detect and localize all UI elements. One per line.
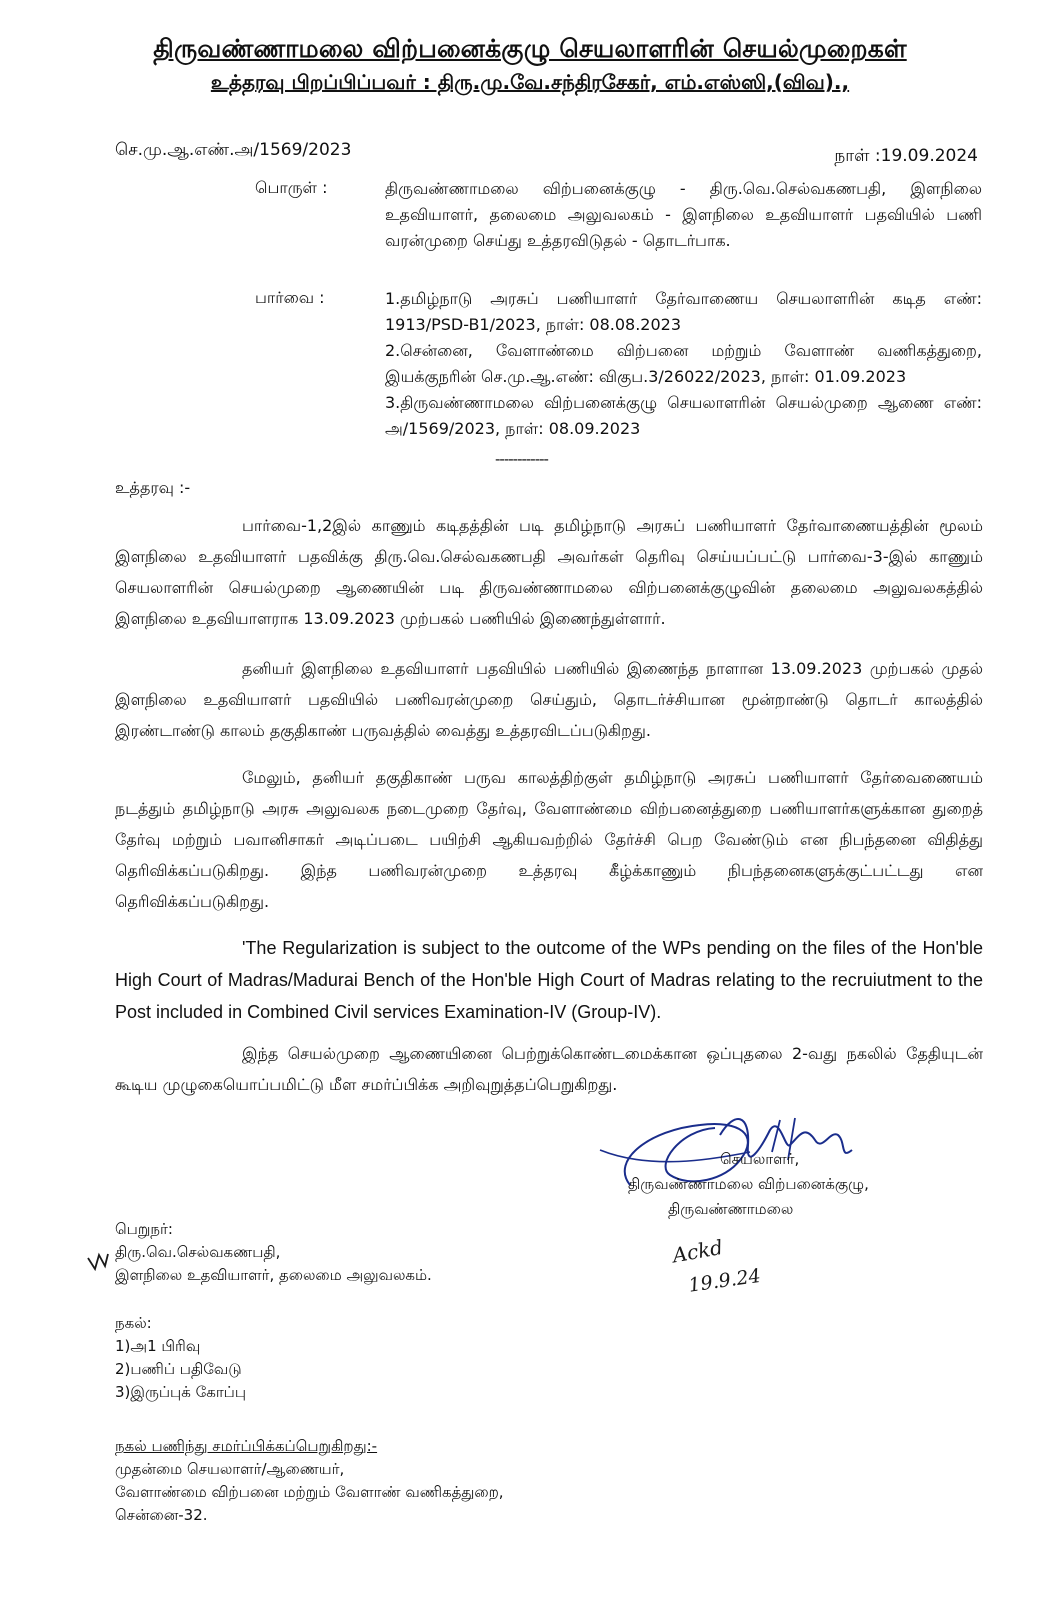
copy-item: 1)அ1 பிரிவு bbox=[115, 1337, 201, 1355]
order-date: நாள் :19.09.2024 bbox=[834, 146, 978, 166]
submitted-block bbox=[115, 1435, 504, 1527]
copies-label: நகல்: bbox=[115, 1314, 152, 1332]
reference-label: பார்வை : bbox=[255, 288, 325, 307]
recipient-block bbox=[115, 1218, 432, 1287]
order-paragraph-english: 'The Regularization is subject to the outcome of the WPs pending on the files of the Hon'ble High Court of Madras/Madurai Bench of the Hon'ble High Court of Madras relating to the recruiutment to the Post included in Combined Civil services Examination-IV (Group-IV). bbox=[115, 938, 983, 1022]
submitted-label: நகல் பணிந்து சமர்ப்பிக்கப்பெறுகிறது:- bbox=[115, 1437, 378, 1455]
document-title: திருவண்ணாமலை விற்பனைக்குழு செயலாளரின் செயல்முறைகள் bbox=[153, 34, 907, 63]
reference-item: 3.திருவண்ணாமலை விற்பனைக்குழு செயலாளரின் செயல்முறை ஆணை எண்: அ/1569/2023, நாள்: 08.09.2023 bbox=[385, 393, 982, 438]
signatory-office: திருவண்ணாமலை விற்பனைக்குழு, bbox=[628, 1175, 869, 1193]
reference-item: 1.தமிழ்நாடு அரசுப் பணியாளர் தேர்வாணைய செயலாளரின் கடித எண்: 1913/PSD-B1/2023, நாள்: 08.08.2023 bbox=[385, 289, 982, 334]
reference-number: செ.மு.ஆ.எண்.அ/1569/2023 bbox=[115, 140, 352, 160]
recipient-label: பெறுநர்: bbox=[115, 1220, 173, 1238]
copy-item: 3)இருப்புக் கோப்பு bbox=[115, 1383, 246, 1401]
recipient-designation: இளநிலை உதவியாளர், தலைமை அலுவலகம். bbox=[115, 1266, 432, 1284]
reference-item: 2.சென்னை, வேளாண்மை விற்பனை மற்றும் வேளாண் வணிகத்துறை, இயக்குநரின் செ.மு.ஆ.எண்: விகுப.3/26022/2023, நாள்: 01.09.2023 bbox=[385, 341, 982, 386]
acknowledgement-handwriting bbox=[670, 1228, 800, 1298]
ack-date: 19.9.24 bbox=[687, 1264, 763, 1297]
submitted-line: வேளாண்மை விற்பனை மற்றும் வேளாண் வணிகத்துறை, bbox=[115, 1483, 504, 1501]
separator: ------------ bbox=[495, 450, 548, 468]
order-paragraph: மேலும், தனியர் தகுதிகாண் பருவ காலத்திற்குள் தமிழ்நாடு அரசுப் பணியாளர் தேர்வைணையம் நடத்தும் தமிழ்நாடு அரசு அலுவலக நடைமுறை தேர்வு, வேளாண்மை விற்பனைத்துறை பணியாளர்களுக்கான துறைத் தேர்வு மற்றும் பவானிசாகர் அடிப்படை பயிற்சி ஆகியவற்றில் தேர்ச்சி பெற வேண்டும் என நிபந்தனை விதித்து தெரிவிக்கப்படுகிறது. இந்த பணிவரன்முறை உத்தரவு கீழ்க்காணும் நிபந்தனைகளுக்குட்பட்டது என தெரிவிக்கப்படுகிறது. bbox=[115, 768, 983, 911]
subject-label: பொருள் : bbox=[255, 178, 328, 197]
copy-item: 2)பணிப் பதிவேடு bbox=[115, 1360, 242, 1378]
signatory-title: செயலாளர், bbox=[720, 1150, 800, 1168]
copies-block bbox=[115, 1312, 246, 1404]
submitted-line: சென்னை-32. bbox=[115, 1506, 208, 1524]
subject-text: திருவண்ணாமலை விற்பனைக்குழு - திரு.வெ.செல்வகணபதி, இளநிலை உதவியாளர், தலைமை அலுவலகம் - இளநிலை உதவியாளர் பதவியில் பணி வரன்முறை செய்து உத்தரவிடுதல் - தொடர்பாக. bbox=[385, 179, 982, 250]
document-subtitle: உத்தரவு பிறப்பிப்பவர் : திரு.மு.வே.சந்திரசேகர், எம்.எஸ்ஸி,(விவ)., bbox=[210, 70, 850, 94]
order-paragraph: இந்த செயல்முறை ஆணையினை பெற்றுக்கொண்டமைக்கான ஒப்புதலை 2-வது நகலில் தேதியுடன் கூடிய முழுகையொப்பமிட்டு மீள சமர்ப்பிக்க அறிவுறுத்தப்பெறுகிறது. bbox=[115, 1044, 983, 1094]
order-paragraph: பார்வை-1,2இல் காணும் கடிதத்தின் படி தமிழ்நாடு அரசுப் பணியாளர் தேர்வாணையத்தின் மூலம் இளநிலை உதவியாளர் பதவிக்கு திரு.வெ.செல்வகணபதி அவர்கள் தெரிவு செய்யப்பட்டு பார்வை-3-இல் காணும் செயலாளரின் செயல்முறை ஆணையின் படி திருவண்ணாமலை விற்பனைக்குழுவின் தலைமை அலுவலகத்தில் இளநிலை உதவியாளராக 13.09.2023 முற்பகல் பணியில் இணைந்துள்ளார். bbox=[115, 516, 983, 628]
recipient-name: திரு.வெ.செல்வகணபதி, bbox=[115, 1243, 281, 1261]
handwritten-tick-mark-icon bbox=[86, 1252, 110, 1272]
order-heading: உத்தரவு :- bbox=[115, 478, 191, 497]
ack-text: Ackd bbox=[670, 1234, 725, 1268]
reference-list bbox=[385, 286, 982, 442]
order-paragraph: தனியர் இளநிலை உதவியாளர் பதவியில் பணியில் இணைந்த நாளான 13.09.2023 முற்பகல் முதல் இளநிலை உதவியாளர் பதவியில் பணிவரன்முறை செய்தும், தொடர்ச்சியான மூன்றாண்டு தொடர் காலத்தில் இரண்டாண்டு காலம் தகுதிகாண் பருவத்தில் வைத்து உத்தரவிடப்படுகிறது. bbox=[115, 659, 983, 740]
submitted-line: முதன்மை செயலாளர்/ஆணையர், bbox=[115, 1460, 345, 1478]
signatory-place: திருவண்ணாமலை bbox=[668, 1200, 794, 1218]
